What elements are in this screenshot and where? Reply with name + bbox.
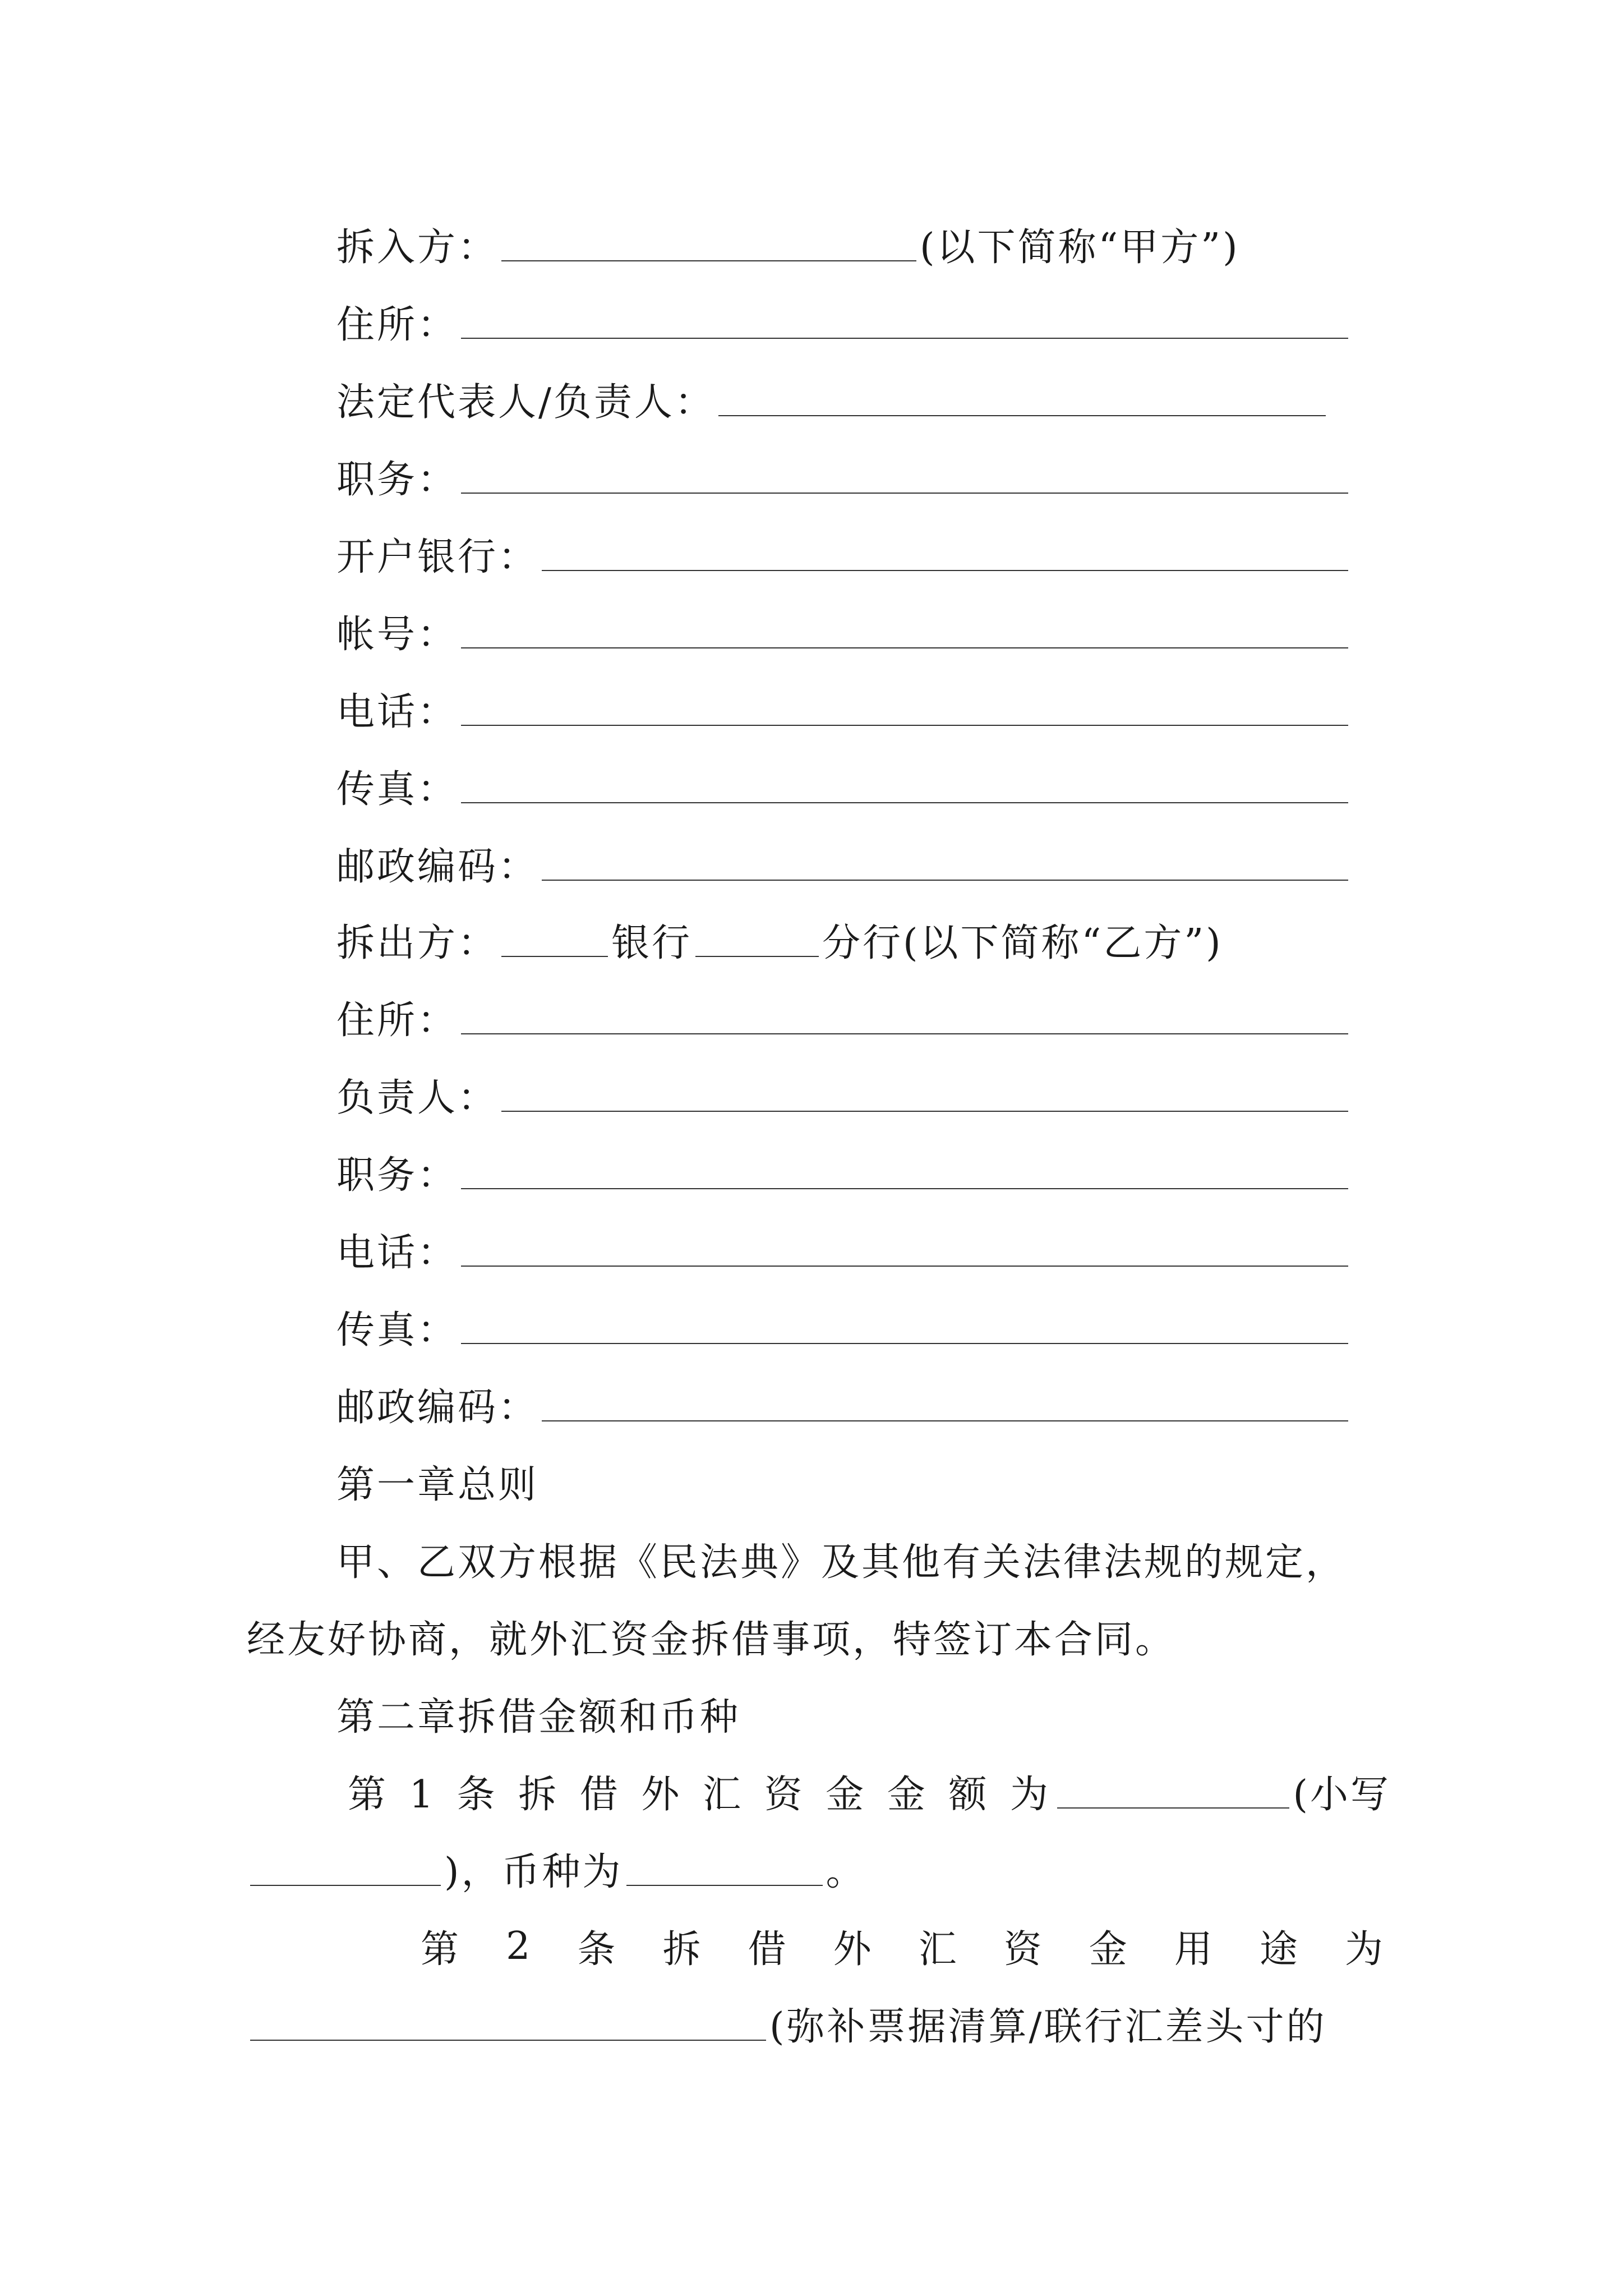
party-a-account-blank[interactable] xyxy=(461,614,1348,648)
article-2-line-2 xyxy=(247,1993,1380,2054)
party-a-name-row xyxy=(336,213,1335,275)
article-1-text: 第 1 条 拆 借 外 汇 资 金 金 额 为 xyxy=(348,1772,1054,1817)
party-b-phone-row xyxy=(336,1218,1352,1280)
party-a-fax-label: 传真： xyxy=(336,767,458,812)
party-b-title-label: 职务： xyxy=(336,1153,458,1198)
party-a-title-label: 职务： xyxy=(336,457,458,502)
party-b-title-blank[interactable] xyxy=(461,1154,1348,1189)
party-a-address-row xyxy=(336,291,1352,352)
article-2-word: 条 xyxy=(577,1927,618,1972)
party-a-phone-row xyxy=(336,678,1352,739)
party-a-account-label: 帐号： xyxy=(336,612,458,657)
article-1-amount-blank[interactable] xyxy=(1057,1774,1289,1809)
party-b-postcode-blank[interactable] xyxy=(542,1387,1348,1421)
party-b-fax-blank[interactable] xyxy=(461,1309,1348,1344)
party-a-bank-row xyxy=(336,523,1352,585)
chapter-1-para-text-1: 甲、乙双方根据《民法典》及其他有关法律法规的规定， xyxy=(336,1540,1347,1585)
party-a-phone-blank[interactable] xyxy=(461,691,1348,726)
party-b-branch-name-blank[interactable] xyxy=(695,922,819,957)
article-2-purpose-text: (弥补票据清算/联行汇差头寸的 xyxy=(769,2004,1327,2049)
chapter-1-para-text-2: 经友好协商，就外汇资金拆借事项，特签订本合同。 xyxy=(247,1617,1176,1662)
party-b-name-row xyxy=(336,909,1335,970)
party-a-bank-label: 开户银行： xyxy=(336,535,539,579)
article-2-purpose-blank[interactable] xyxy=(250,2006,766,2041)
party-b-head-row xyxy=(336,1064,1352,1125)
party-b-fax-row xyxy=(336,1296,1352,1358)
party-a-phone-label: 电话： xyxy=(336,689,458,734)
article-1-currency-blank[interactable] xyxy=(626,1851,823,1886)
party-a-account-row xyxy=(336,600,1352,662)
party-a-title-blank[interactable] xyxy=(461,459,1348,494)
party-a-address-blank[interactable] xyxy=(461,304,1348,339)
party-b-bank-name-blank[interactable] xyxy=(501,922,608,957)
party-a-bank-blank[interactable] xyxy=(542,536,1348,571)
party-b-head-blank[interactable] xyxy=(501,1077,1348,1112)
party-b-name-label: 拆出方： xyxy=(336,921,499,965)
article-2-word: 汇 xyxy=(918,1927,959,1972)
article-2-word: 途 xyxy=(1259,1927,1300,1972)
party-b-address-row xyxy=(336,986,1352,1048)
party-b-address-label: 住所： xyxy=(336,998,458,1043)
party-a-postcode-blank[interactable] xyxy=(542,846,1348,881)
article-1-lowercase-blank[interactable] xyxy=(250,1851,441,1886)
article-2-word: 资 xyxy=(1003,1927,1044,1972)
party-a-fax-row xyxy=(336,755,1352,817)
article-1-line-1 xyxy=(348,1760,1391,1822)
party-a-name-suffix: (以下简称“甲方”) xyxy=(920,225,1240,270)
chapter-1-para-line-2 xyxy=(247,1605,1352,1667)
article-2-word: 拆 xyxy=(662,1927,703,1972)
chapter-2-heading xyxy=(336,1683,1352,1745)
chapter-1-para-line-1 xyxy=(336,1528,1396,1590)
party-a-rep-row xyxy=(336,368,1329,430)
article-2-word: 金 xyxy=(1089,1927,1129,1972)
article-2-word: 借 xyxy=(748,1927,789,1972)
chapter-1-heading-text: 第一章总则 xyxy=(336,1462,539,1507)
party-a-name-blank[interactable] xyxy=(501,227,916,261)
party-a-address-label: 住所： xyxy=(336,302,458,347)
party-b-phone-blank[interactable] xyxy=(461,1232,1348,1267)
article-2-word: 第 xyxy=(421,1927,462,1972)
party-a-name-label: 拆入方： xyxy=(336,225,499,270)
article-2-line-1 xyxy=(421,1915,1385,1977)
party-a-rep-blank[interactable] xyxy=(718,381,1326,416)
party-b-title-row xyxy=(336,1141,1352,1203)
party-b-bank-word: 银行 xyxy=(611,921,693,965)
article-2-word: 用 xyxy=(1174,1927,1215,1972)
party-b-postcode-label: 邮政编码： xyxy=(336,1385,539,1430)
article-1-small-label: (小写 xyxy=(1293,1772,1391,1817)
party-b-phone-label: 电话： xyxy=(336,1230,458,1275)
party-a-postcode-label: 邮政编码： xyxy=(336,844,539,889)
party-b-head-label: 负责人： xyxy=(336,1075,499,1120)
party-b-branch-suffix: 分行(以下简称“乙方”) xyxy=(822,921,1223,965)
party-b-address-blank[interactable] xyxy=(461,1000,1348,1034)
party-a-rep-label: 法定代表人/负责人： xyxy=(336,380,715,425)
chapter-2-heading-text: 第二章拆借金额和币种 xyxy=(336,1695,741,1740)
party-a-postcode-row xyxy=(336,832,1352,894)
chapter-1-heading xyxy=(336,1451,1352,1512)
article-1-currency-label: )，币种为 xyxy=(444,1849,623,1894)
party-a-title-row xyxy=(336,445,1352,507)
party-b-postcode-row xyxy=(336,1373,1352,1435)
party-a-fax-blank[interactable] xyxy=(461,769,1348,803)
article-1-end-mark: 。 xyxy=(826,1849,866,1894)
article-2-word: 为 xyxy=(1344,1927,1385,1972)
article-2-word: 2 xyxy=(506,1924,533,1968)
party-b-fax-label: 传真： xyxy=(336,1308,458,1352)
article-2-word: 外 xyxy=(833,1927,874,1972)
article-1-line-2 xyxy=(247,1838,920,1899)
